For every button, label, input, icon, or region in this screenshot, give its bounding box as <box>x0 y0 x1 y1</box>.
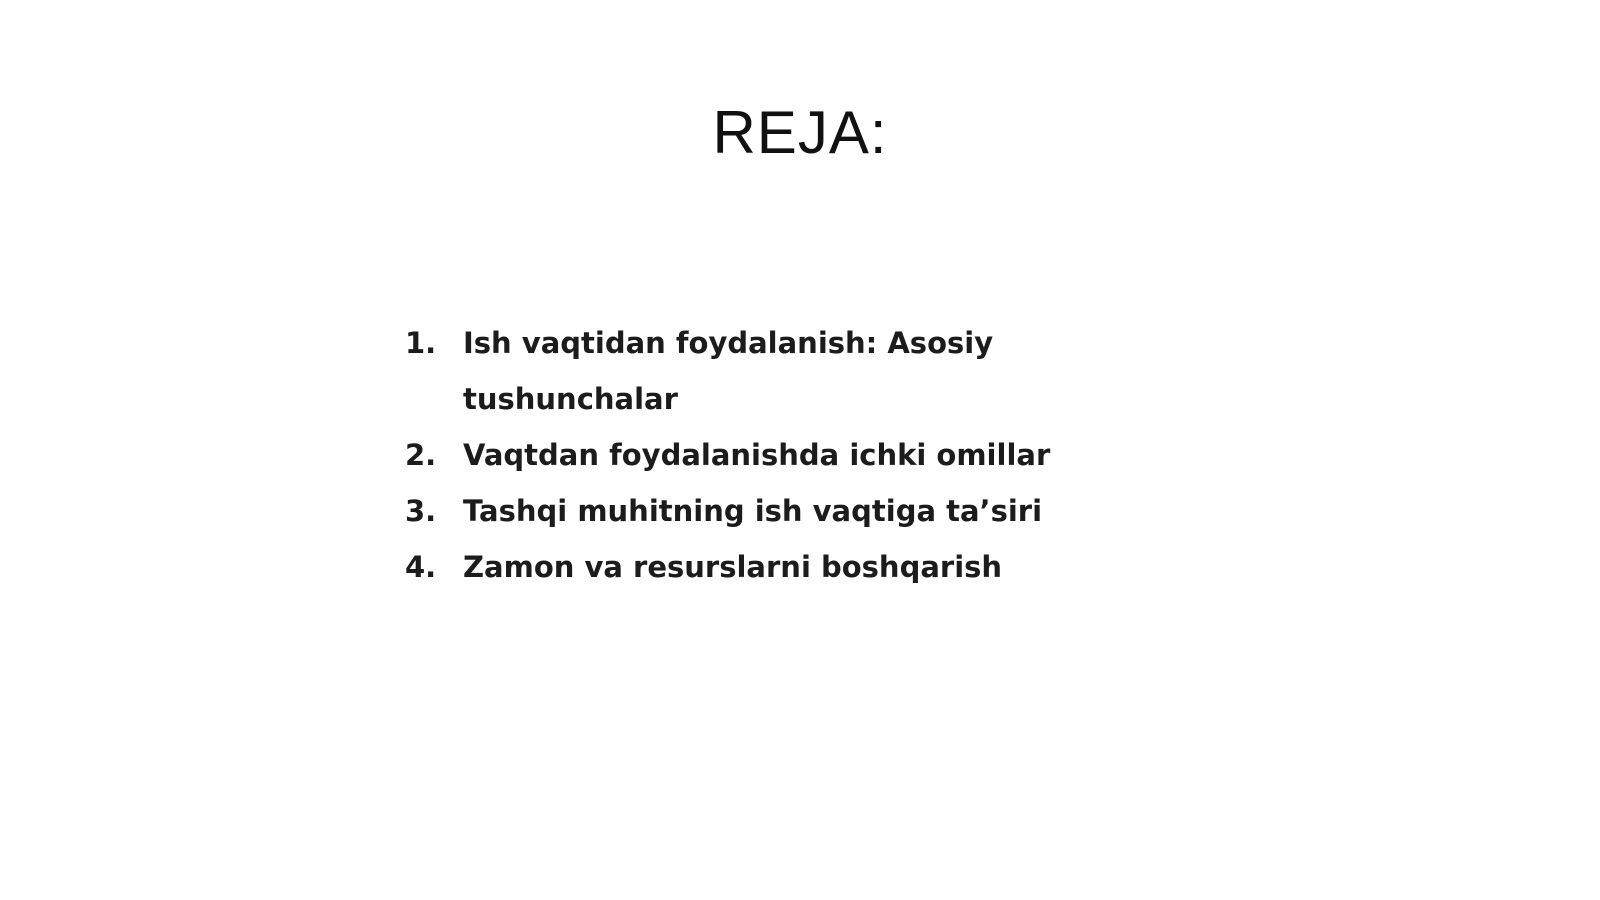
list-item-text: Zamon va resurslarni boshqarish <box>463 550 1003 584</box>
list-item-number: 2. <box>405 438 437 472</box>
plan-list <box>405 315 1125 595</box>
slide-title: REJA: <box>712 99 888 166</box>
list-item-text: Tashqi muhitning ish vaqtiga ta’siri <box>463 494 1043 528</box>
list-item <box>405 483 1125 539</box>
list-item <box>405 427 1125 483</box>
list-item <box>405 539 1125 595</box>
list-item <box>405 315 1125 427</box>
list-item-text: Vaqtdan foydalanishda ichki omillar <box>463 438 1051 472</box>
list-item-number: 3. <box>405 494 437 528</box>
list-item-text: Ish vaqtidan foydalanish: Asosiy tushunchalar <box>463 326 994 416</box>
list-item-number: 1. <box>405 326 437 360</box>
list-item-number: 4. <box>405 550 437 584</box>
